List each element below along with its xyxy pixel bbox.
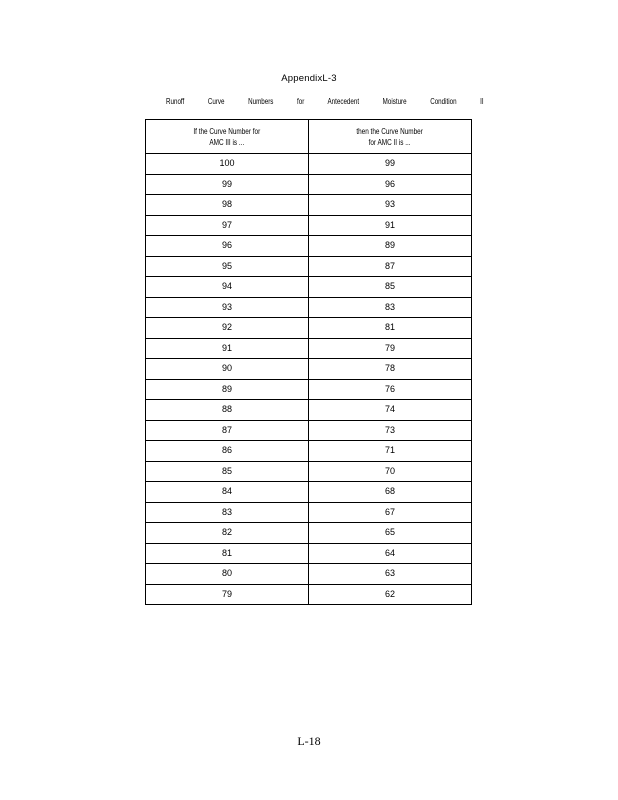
cn-amc-iii-cell: 84 <box>146 482 309 503</box>
table-row <box>146 379 472 400</box>
cn-amc-ii-cell: 89 <box>309 236 472 257</box>
header-amc-iii <box>146 120 309 154</box>
header-amc-ii <box>309 120 472 154</box>
cn-amc-iii-cell: 89 <box>146 379 309 400</box>
table-row <box>146 277 472 298</box>
subtitle-word: for <box>296 97 305 106</box>
table-row <box>146 461 472 482</box>
cn-amc-iii-cell: 80 <box>146 564 309 585</box>
table-row <box>146 543 472 564</box>
curve-number-table-container <box>145 119 471 605</box>
cn-amc-iii-cell: 85 <box>146 461 309 482</box>
cn-amc-ii-cell: 93 <box>309 195 472 216</box>
cn-amc-ii-cell: 62 <box>309 584 472 605</box>
table-row <box>146 195 472 216</box>
cn-amc-ii-cell: 67 <box>309 502 472 523</box>
table-row <box>146 236 472 257</box>
cn-amc-iii-cell: 81 <box>146 543 309 564</box>
cn-amc-iii-cell: 98 <box>146 195 309 216</box>
table-row <box>146 420 472 441</box>
subtitle-word: Condition <box>430 97 457 106</box>
cn-amc-ii-cell: 70 <box>309 461 472 482</box>
cn-amc-ii-cell: 91 <box>309 215 472 236</box>
cn-amc-ii-cell: 78 <box>309 359 472 380</box>
table-row <box>146 523 472 544</box>
cn-amc-ii-cell: 87 <box>309 256 472 277</box>
cn-amc-iii-cell: 93 <box>146 297 309 318</box>
cn-amc-ii-cell: 68 <box>309 482 472 503</box>
table-row <box>146 256 472 277</box>
table-row <box>146 584 472 605</box>
cn-amc-ii-cell: 65 <box>309 523 472 544</box>
table-row <box>146 359 472 380</box>
table-body <box>146 154 472 605</box>
cn-amc-iii-cell: 82 <box>146 523 309 544</box>
cn-amc-ii-cell: 81 <box>309 318 472 339</box>
cn-amc-ii-cell: 85 <box>309 277 472 298</box>
cn-amc-ii-cell: 79 <box>309 338 472 359</box>
cn-amc-ii-cell: 74 <box>309 400 472 421</box>
cn-amc-iii-cell: 87 <box>146 420 309 441</box>
header-amc-ii-line1: then the Curve Number <box>356 126 424 136</box>
table-row <box>146 482 472 503</box>
cn-amc-iii-cell: 91 <box>146 338 309 359</box>
cn-amc-ii-cell: 83 <box>309 297 472 318</box>
header-amc-iii-line2: AMC III is ... <box>209 137 245 147</box>
table-row <box>146 174 472 195</box>
table-subtitle <box>166 97 505 106</box>
cn-amc-iii-cell: 90 <box>146 359 309 380</box>
table-row <box>146 441 472 462</box>
appendix-title: AppendixL-3 <box>281 73 337 84</box>
page-number: L-18 <box>297 734 321 748</box>
cn-amc-iii-cell: 86 <box>146 441 309 462</box>
cn-amc-iii-cell: 92 <box>146 318 309 339</box>
table-row <box>146 400 472 421</box>
cn-amc-ii-cell: 99 <box>309 154 472 175</box>
subtitle-word: Moisture <box>382 97 407 106</box>
cn-amc-ii-cell: 76 <box>309 379 472 400</box>
table-row <box>146 297 472 318</box>
cn-amc-ii-cell: 96 <box>309 174 472 195</box>
header-amc-iii-line1: If the Curve Number for <box>193 126 261 136</box>
cn-amc-ii-cell: 64 <box>309 543 472 564</box>
subtitle-word: Runoff <box>166 97 185 106</box>
cn-amc-iii-cell: 97 <box>146 215 309 236</box>
cn-amc-ii-cell: 63 <box>309 564 472 585</box>
table-row <box>146 502 472 523</box>
header-amc-ii-line2: for AMC II is ... <box>369 137 411 147</box>
cn-amc-iii-cell: 94 <box>146 277 309 298</box>
subtitle-word: II <box>480 97 484 106</box>
subtitle-word: Numbers <box>248 97 274 106</box>
cn-amc-iii-cell: 88 <box>146 400 309 421</box>
cn-amc-iii-cell: 79 <box>146 584 309 605</box>
cn-amc-iii-cell: 96 <box>146 236 309 257</box>
subtitle-word: Curve <box>207 97 225 106</box>
cn-amc-iii-cell: 95 <box>146 256 309 277</box>
table-row <box>146 338 472 359</box>
table-row <box>146 215 472 236</box>
subtitle-word: Antecedent <box>327 97 360 106</box>
table-row <box>146 564 472 585</box>
cn-amc-ii-cell: 73 <box>309 420 472 441</box>
curve-number-table <box>145 119 472 605</box>
table-row <box>146 318 472 339</box>
cn-amc-iii-cell: 99 <box>146 174 309 195</box>
cn-amc-iii-cell: 83 <box>146 502 309 523</box>
table-header-row <box>146 120 472 154</box>
cn-amc-ii-cell: 71 <box>309 441 472 462</box>
cn-amc-iii-cell: 100 <box>146 154 309 175</box>
table-row <box>146 154 472 175</box>
